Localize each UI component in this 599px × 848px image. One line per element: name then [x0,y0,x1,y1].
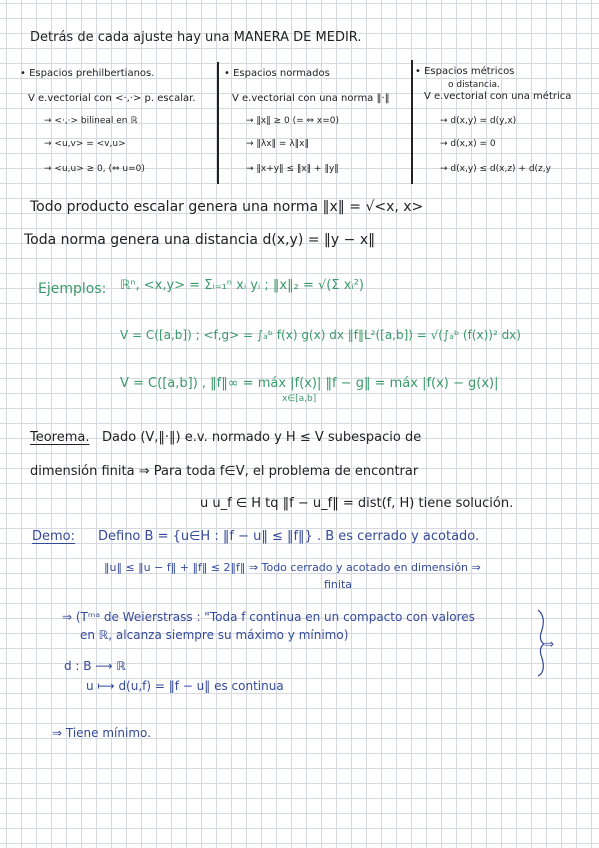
example-sup-norm: V = C([a,b]) , ‖f‖∞ = máx |f(x)| ‖f − g‖ = máx |f(x) − g(x)| [120,376,499,391]
distance-map: u ⟼ d(u,f) = ‖f − u‖ es continua [86,679,284,693]
demo-line: ‖u‖ ≤ ‖u − f‖ + ‖f‖ ≤ 2‖f‖ ⇒ Todo cerrado y acotado en dimensión ⇒ [104,561,481,574]
metric-description: V e.vectorial con una métrica [424,91,572,102]
examples-label: Ejemplos: [38,281,107,297]
theorem-line: dimensión finita ⇒ Para toda f∈V, el problema de encontrar [30,464,419,479]
demo-label: Demo: [32,529,76,544]
page-title: Detrás de cada ajuste hay una MANERA DE MEDIR. [30,30,362,45]
prehilbert-description: V e.vectorial con <·,·> p. escalar. [28,93,196,104]
normed-heading: • Espacios normados [224,68,330,79]
demo-line: Defino B = {u∈H : ‖f − u‖ ≤ ‖f‖} . B es cerrado y acotado. [98,529,480,544]
example-sup-subscript: x∈[a,b] [282,394,317,404]
prehilbert-property: → <u,v> = <v,u> [44,139,126,149]
example-rn: ℝⁿ, <x,y> = Σᵢ₌₁ⁿ xᵢ yᵢ ; ‖x‖₂ = √(Σ xᵢ²) [120,278,364,293]
normed-property: → ‖x+y‖ ≤ ‖x‖ + ‖y‖ [246,164,339,174]
distance-map: d : B ⟶ ℝ [64,659,126,673]
normed-property: → ‖x‖ ≥ 0 (= ⇔ x=0) [246,116,339,126]
column-divider [217,62,219,184]
norm-statement: Toda norma genera una distancia d(x,y) = ‖y − x‖ [24,232,376,248]
theorem-line: u u_f ∈ H tq ‖f − u_f‖ = dist(f, H) tiene solución. [200,496,514,511]
prehilbert-heading: • Espacios prehilbertianos. [20,68,155,79]
scalar-product-statement: Todo producto escalar genera una norma ‖x‖ = √<x, x> [30,199,424,215]
column-divider [411,60,413,184]
brace-arrow: ⇒ [544,637,555,651]
prehilbert-property: → <·,·> bilineal en ℝ [44,116,138,126]
metric-subheading: o distancia. [448,80,500,90]
demo-line: finita [324,578,353,591]
example-l2: V = C([a,b]) ; <f,g> = ∫ₐᵇ f(x) g(x) dx ‖f‖L²([a,b]) = √(∫ₐᵇ (f(x))² dx) [120,328,521,342]
metric-property: → d(x,y) = d(y,x) [440,116,517,126]
theorem-line: Dado (V,‖·‖) e.v. normado y H ≤ V subespacio de [102,430,422,445]
weierstrass-note: en ℝ, alcanza siempre su máximo y mínimo) [80,628,349,642]
metric-property: → d(x,y) ≤ d(x,z) + d(z,y [440,164,551,174]
normed-description: V e.vectorial con una norma ‖·‖ [232,93,390,104]
theorem-label: Teorema. [30,430,90,445]
weierstrass-note: ⇒ (Tᵐᵃ de Weierstrass : "Toda f continua en un compacto con valores [62,610,475,624]
metric-property: → d(x,x) = 0 [440,139,496,149]
metric-heading: • Espacios métricos [415,66,515,77]
demo-conclusion: ⇒ Tiene mínimo. [52,726,151,740]
normed-property: → ‖λx‖ = λ‖x‖ [246,139,309,149]
prehilbert-property: → <u,u> ≥ 0, (⇔ u=0) [44,164,145,174]
